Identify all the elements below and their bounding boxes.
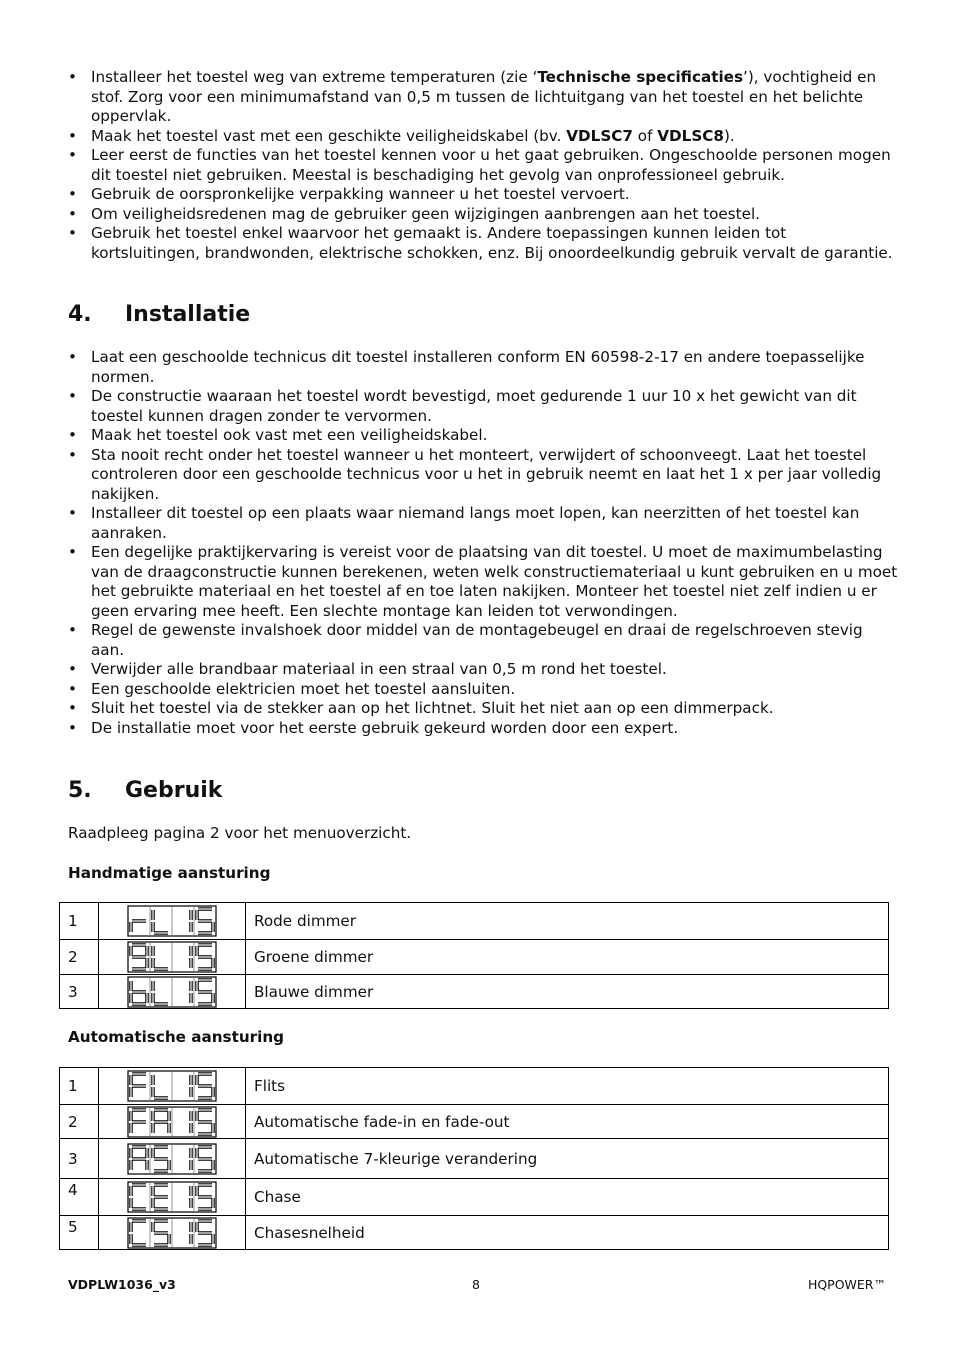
lcd-display-icon (99, 903, 246, 940)
list-item: • Sta nooit recht onder het toestel wanneer u het monteert, verwijdert of schoonveegt. Laat het toestel controleren door een geschoolde technicus voor u het in gebruik neemt en laat het 1 x per jaar volledig nakijken. (68, 446, 898, 505)
lcd-display-icon (99, 975, 246, 1009)
list-item: • Installeer het toestel weg van extreme temperaturen (zie ‘Technische specificaties’), vochtigheid en stof. Zorg voor een minimumafstand van 0,5 m tussen de lichtuitgang van het toestel en het belichte oppervlak. (68, 68, 898, 127)
table-row (60, 903, 889, 940)
list-item: • De constructie waaraan het toestel wordt bevestigd, moet gedurende 1 uur 10 x het gewicht van dit toestel kunnen dragen zonder te vervormen. (68, 387, 898, 426)
table-row (60, 1179, 889, 1216)
lcd-display-icon (99, 1105, 246, 1139)
list-item: • Om veiligheidsredenen mag de gebruiker geen wijzigingen aanbrengen aan het toestel. (68, 205, 898, 225)
list-item: • Gebruik het toestel enkel waarvoor het gemaakt is. Andere toepassingen kunnen leiden tot kortsluitingen, brandwonden, elektrische schokken, enz. Bij onoordeelkundig gebruik vervalt de garantie. (68, 224, 898, 263)
row-number: 4 (60, 1179, 99, 1216)
list-item: • Gebruik de oorspronkelijke verpakking wanneer u het toestel vervoert. (68, 185, 898, 205)
row-label: Chasesnelheid (246, 1216, 889, 1250)
bold-reference: VDLSC8 (657, 126, 724, 145)
table-row (60, 940, 889, 975)
manual-control-table (59, 902, 889, 1009)
section-heading-gebruik: 5. Gebruik (68, 778, 223, 803)
list-item: • Maak het toestel ook vast met een veiligheidskabel. (68, 426, 898, 446)
safety-bullet-list (68, 68, 898, 263)
footer-model-code: VDPLW1036_v3 (68, 1277, 176, 1292)
list-item: • Installeer dit toestel op een plaats waar niemand langs moet lopen, kan neerzitten of het toestel kan aanraken. (68, 504, 898, 543)
row-label: Groene dimmer (246, 940, 889, 975)
list-item: • Verwijder alle brandbaar materiaal in een straal van 0,5 m rond het toestel. (68, 660, 898, 680)
row-number: 5 (60, 1216, 99, 1250)
table-row (60, 1105, 889, 1139)
list-item: • De installatie moet voor het eerste gebruik gekeurd worden door een expert. (68, 719, 898, 739)
row-label: Flits (246, 1068, 889, 1105)
row-label: Automatische 7-kleurige verandering (246, 1139, 889, 1179)
row-label: Chase (246, 1179, 889, 1216)
row-number: 1 (60, 1068, 99, 1105)
subheading-automatic-control: Automatische aansturing (68, 1028, 285, 1046)
lcd-display-icon (99, 940, 246, 975)
section-heading-installatie: 4. Installatie (68, 302, 251, 327)
footer-page-number: 8 (472, 1277, 480, 1292)
lcd-display-icon (99, 1139, 246, 1179)
row-number: 1 (60, 903, 99, 940)
lcd-display-icon (99, 1216, 246, 1250)
row-number: 2 (60, 940, 99, 975)
table-row (60, 1216, 889, 1250)
table-row (60, 1068, 889, 1105)
list-item: • Sluit het toestel via de stekker aan op het lichtnet. Sluit het niet aan op een dimmerpack. (68, 699, 898, 719)
list-item: • Regel de gewenste invalshoek door middel van de montagebeugel en draai de regelschroeven stevig aan. (68, 621, 898, 660)
automatic-control-table (59, 1067, 889, 1250)
row-number: 2 (60, 1105, 99, 1139)
list-item: • Maak het toestel vast met een geschikte veiligheidskabel (bv. VDLSC7 of VDLSC8). (68, 127, 898, 147)
table-row (60, 975, 889, 1009)
list-item: • Laat een geschoolde technicus dit toestel installeren conform EN 60598-2-17 en andere toepasselijke normen. (68, 348, 898, 387)
menu-reference-text: Raadpleeg pagina 2 voor het menuoverzicht. (68, 824, 412, 842)
lcd-display-icon (99, 1068, 246, 1105)
installation-bullet-list (68, 348, 898, 738)
lcd-display-icon (99, 1179, 246, 1216)
list-item: • Een degelijke praktijkervaring is vereist voor de plaatsing van dit toestel. U moet de maximumbelasting van de draagconstructie kunnen berekenen, weten welk constructiemateriaal u kunt gebruiken en u moet het gebruikte materiaal en het toestel af en toe laten nakijken. Monteer het toestel niet zelf indien u er geen ervaring mee heeft. Een slechte montage kan leiden tot verwondingen. (68, 543, 898, 621)
footer-brand: HQPOWER™ (807, 1277, 886, 1292)
bold-reference: VDLSC7 (566, 126, 633, 145)
row-label: Rode dimmer (246, 903, 889, 940)
row-number: 3 (60, 1139, 99, 1179)
list-item: • Een geschoolde elektricien moet het toestel aansluiten. (68, 680, 898, 700)
list-item: • Leer eerst de functies van het toestel kennen voor u het gaat gebruiken. Ongeschoolde personen mogen dit toestel niet gebruiken. Meestal is beschadiging het gevolg van onprofessioneel gebruik. (68, 146, 898, 185)
row-number: 3 (60, 975, 99, 1009)
row-label: Blauwe dimmer (246, 975, 889, 1009)
row-label: Automatische fade-in en fade-out (246, 1105, 889, 1139)
subheading-manual-control: Handmatige aansturing (68, 864, 271, 882)
table-row (60, 1139, 889, 1179)
bold-reference: Technische specificaties (537, 68, 743, 86)
